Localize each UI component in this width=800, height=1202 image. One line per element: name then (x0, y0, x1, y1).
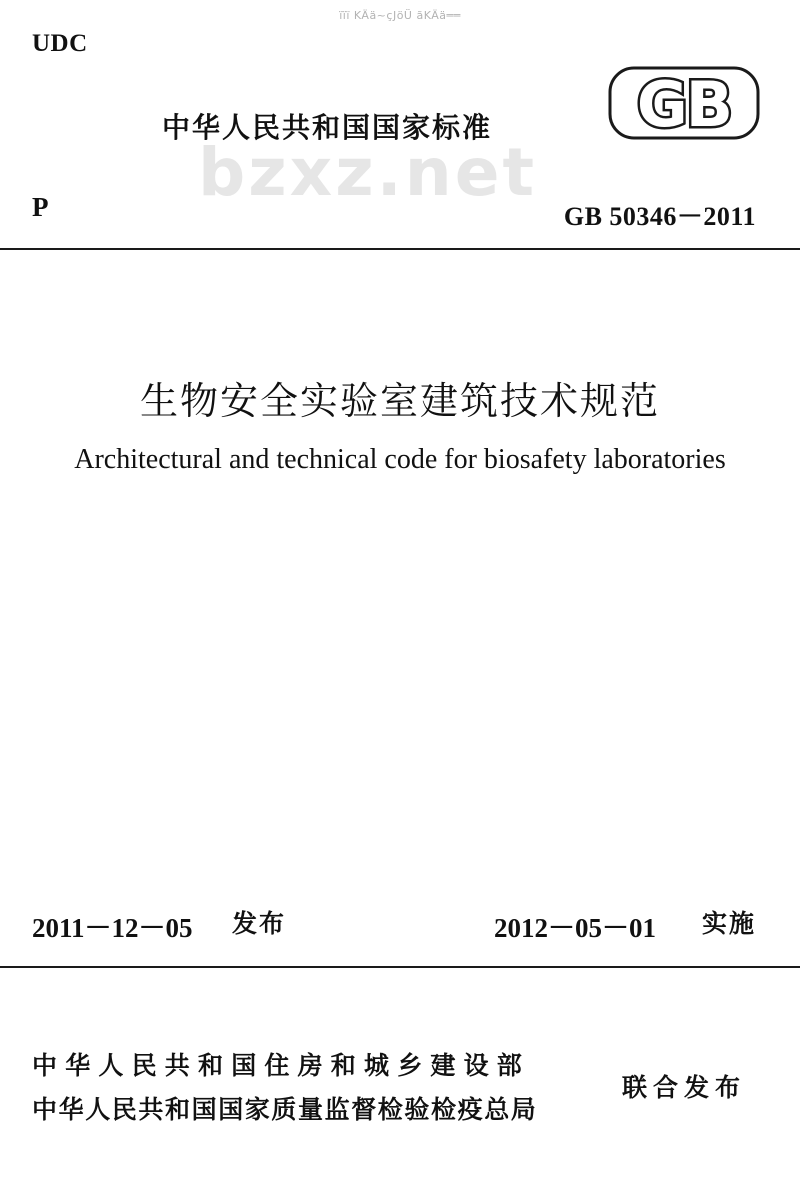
site-watermark: bzxz.net (198, 134, 538, 211)
standard-number: GB 50346－2011 (563, 202, 756, 231)
top-mark-text: ïïï KÄä~çJöÜ ãKÄä══ (339, 9, 461, 22)
footer-divider (0, 966, 800, 968)
document-title-chinese: 生物安全实验室建筑技术规范 (139, 379, 660, 423)
issue-label: 发布 (232, 909, 287, 938)
national-standard-heading: 中华人民共和国国家标准 (162, 111, 493, 144)
effective-label: 实施 (702, 909, 757, 938)
issuer-quality-administration: 中华人民共和国国家质量监督检验检疫总局 (32, 1095, 538, 1124)
issuer-ministry-housing: 中华人民共和国住房和城乡建设部 (32, 1051, 531, 1080)
document-title-english: Architectural and technical code for biosafety laboratories (74, 444, 726, 475)
issue-date: 2011－12－05 (32, 913, 193, 943)
udc-label: UDC (32, 30, 88, 57)
effective-date: 2012－05－01 (494, 913, 656, 943)
header-divider (0, 248, 800, 250)
gb-logo-text: GB (636, 68, 732, 140)
joint-issue-label: 联合发布 (622, 1073, 747, 1102)
category-letter: P (32, 192, 49, 222)
gb-logo (608, 66, 760, 140)
